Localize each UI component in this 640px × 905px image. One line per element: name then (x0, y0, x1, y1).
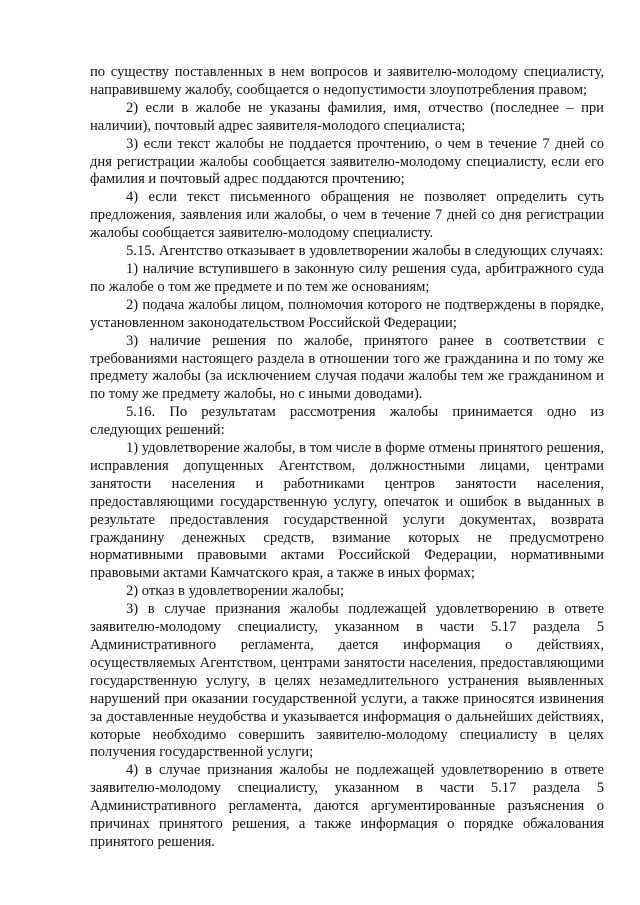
paragraph-5-16-item-2: 2) отказ в удовлетворении жалобы; (126, 583, 345, 600)
paragraph-5-15-item-1: 1) наличие вступившего в законную силу решения суда, арбитражного суда по жалобе о том же предмете и по тем же основаниям; (90, 260, 604, 295)
paragraph-5-16-item-4: 4) в случае признания жалобы не подлежащей удовлетворению в ответе заявителю-молодому специалисту, указанном в части 5.17 раздела 5 Административного регламента, даются аргументированные разъяснения о причинах принятого решения, а также информация о порядке обжалования принятого решения. (90, 762, 604, 850)
paragraph-5-16-item-1: 1) удовлетворение жалобы, в том числе в форме отмены принятого решения, исправления допущенных Агентством, должностными лицами, центрами занятости населения и работниками центров занятости населения, предоставляющими государственную услугу, опечаток и ошибок в выданных в результате предоставления государственной услуги документах, возврата гражданину денежных средств, взимание которых не предусмотрено нормативными правовыми актами Российской Федерации, нормативными правовыми актами Камчатского края, а также в иных формах; (90, 440, 604, 582)
paragraph-item-3: 3) если текст жалобы не поддается прочтению, о чем в течение 7 дней со дня регистрации жалобы сообщается заявителю-молодому специалисту, если его фамилия и почтовый адрес поддаются прочтению; (90, 135, 604, 188)
paragraph-5-15-item-2: 2) подача жалобы лицом, полномочия которого не подтверждены в порядке, установленном законодательством Российской Федерации; (90, 296, 604, 331)
document-body (90, 64, 604, 852)
paragraph-5-16-item-3: 3) в случае признания жалобы подлежащей удовлетворению в ответе заявителю-молодому специалисту, указанном в части 5.17 раздела 5 Административного регламента, дается информация о действиях, осуществляемых Агентством, центрами занятости населения, предоставляющими государственную услугу, в целях незамедлительного устранения выявленных нарушений при оказании государственной услуги, а также приносятся извинения за доставленные неудобства и указывается информация о дальнейших действиях, которые необходимо совершить заявителю-молодому специалисту в целях получения государственной услуги; (90, 601, 604, 761)
paragraph-continuation: по существу поставленных в нем вопросов и заявителю-молодому специалисту, направившему жалобу, сообщается о недопустимости злоупотребления правом; (90, 64, 604, 98)
paragraph-item-4: 4) если текст письменного обращения не позволяет определить суть предложения, заявления или жалобы, о чем в течение 7 дней со дня регистрации жалобы сообщается заявителю-молодому специалисту. (90, 189, 604, 242)
paragraph-section-5-15: 5.15. Агентство отказывает в удовлетворении жалобы в следующих случаях: (126, 243, 604, 260)
paragraph-5-15-item-3: 3) наличие решения по жалобе, принятого ранее в соответствии с требованиями настоящего раздела в отношении того же гражданина и по тому же предмету жалобы (за исключением случая подачи жалобы тем же гражданином и по тому же предмету жалобы, но с иными доводами). (90, 332, 604, 403)
paragraph-section-5-16: 5.16. По результатам рассмотрения жалобы принимается одно из следующих решений: (90, 404, 604, 439)
paragraph-item-2: 2) если в жалобе не указаны фамилия, имя, отчество (последнее – при наличии), почтовый адрес заявителя-молодого специалиста; (90, 99, 604, 134)
